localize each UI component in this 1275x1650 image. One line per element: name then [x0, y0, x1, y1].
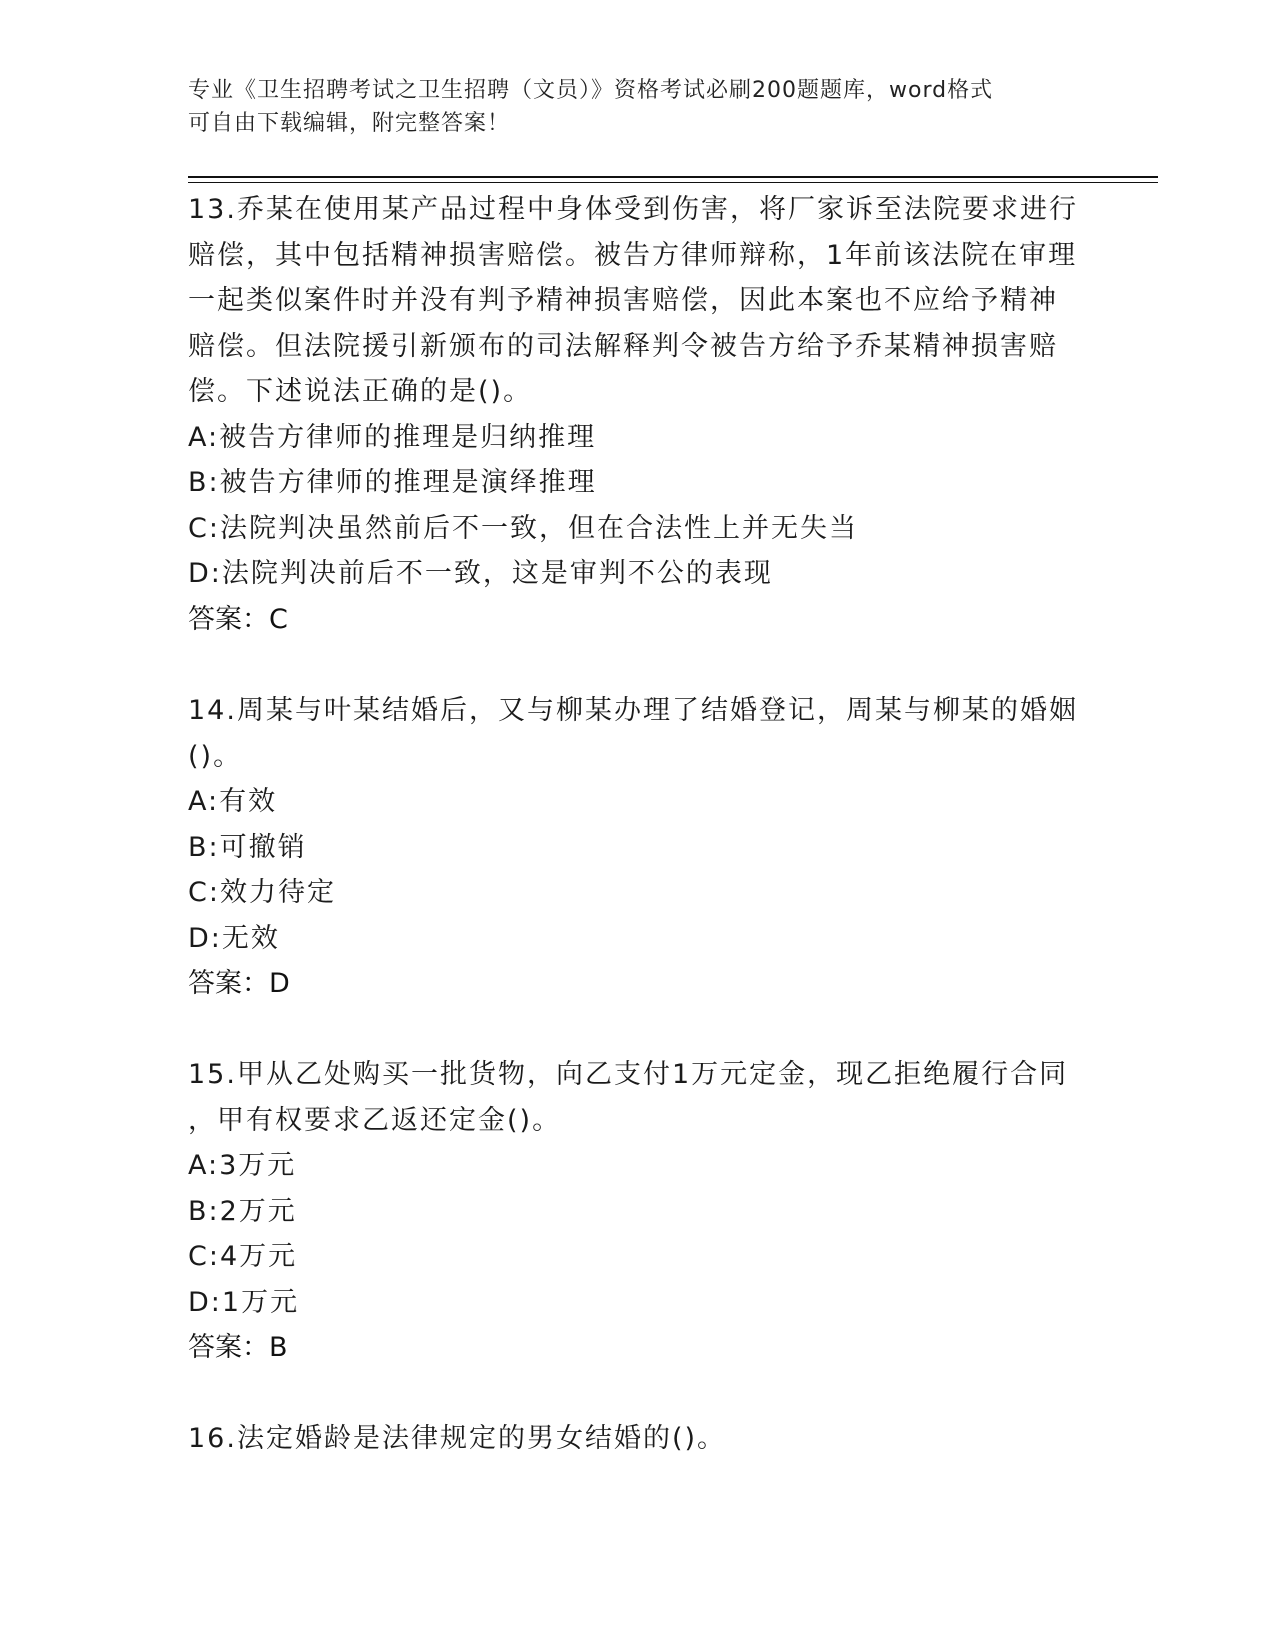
option-d: D:无效 [188, 922, 280, 954]
option-b: B:可撤销 [188, 831, 307, 863]
question-text-line: 14.周某与叶某结婚后，又与柳某办理了结婚登记，周某与柳某的婚姻 [188, 695, 1078, 726]
question-text-line: 赔偿，其中包括精神损害赔偿。被告方律师辩称，1年前该法院在审理 [188, 239, 1078, 271]
question-text-line: 15.甲从乙处购买一批货物，向乙支付1万元定金，现乙拒绝履行合同 [188, 1059, 1069, 1090]
answer-label: 答案：B [188, 1332, 288, 1363]
question-13 [188, 187, 1088, 642]
question-text-line: 一起类似案件时并没有判予精神损害赔偿，因此本案也不应给予精神 [188, 285, 1058, 316]
question-text-line: ，甲有权要求乙返还定金()。 [188, 1104, 562, 1136]
answer-label: 答案：D [188, 968, 290, 999]
option-b: B:被告方律师的推理是演绎推理 [188, 467, 597, 498]
header-title-line-2: 可自由下载编辑，附完整答案！ [188, 111, 511, 136]
option-c: C:效力待定 [188, 877, 336, 908]
option-a: A:被告方律师的推理是归纳推理 [188, 421, 597, 453]
question-text-line: 13.乔某在使用某产品过程中身体受到伤害，将厂家诉至法院要求进行 [188, 194, 1078, 225]
question-text-line: 偿。下述说法正确的是()。 [188, 376, 533, 407]
answer-label: 答案：C [188, 603, 288, 635]
question-14 [188, 688, 1088, 1007]
question-text-line: 16.法定婚龄是法律规定的男女结婚的()。 [188, 1423, 727, 1454]
option-a: A:3万元 [188, 1150, 297, 1181]
question-text-line: 赔偿。但法院援引新颁布的司法解释判令被告方给予乔某精神损害赔 [188, 330, 1058, 362]
option-d: D:1万元 [188, 1286, 300, 1318]
header-divider-thin [188, 182, 1158, 183]
option-b: B:2万元 [188, 1195, 297, 1227]
question-text-line: ()。 [188, 740, 243, 772]
option-c: C:法院判决虽然前后不一致，但在合法性上并无失当 [188, 512, 858, 544]
header-title-line-1: 专业《卫生招聘考试之卫生招聘（文员）》资格考试必刷200题题库，word格式 [188, 78, 994, 103]
document-header [188, 74, 1068, 140]
option-d: D:法院判决前后不一致，这是审判不公的表现 [188, 558, 773, 589]
option-c: C:4万元 [188, 1241, 298, 1272]
option-a: A:有效 [188, 786, 278, 817]
header-divider-thick [188, 176, 1158, 178]
question-15 [188, 1052, 1088, 1371]
question-16 [188, 1416, 1088, 1462]
